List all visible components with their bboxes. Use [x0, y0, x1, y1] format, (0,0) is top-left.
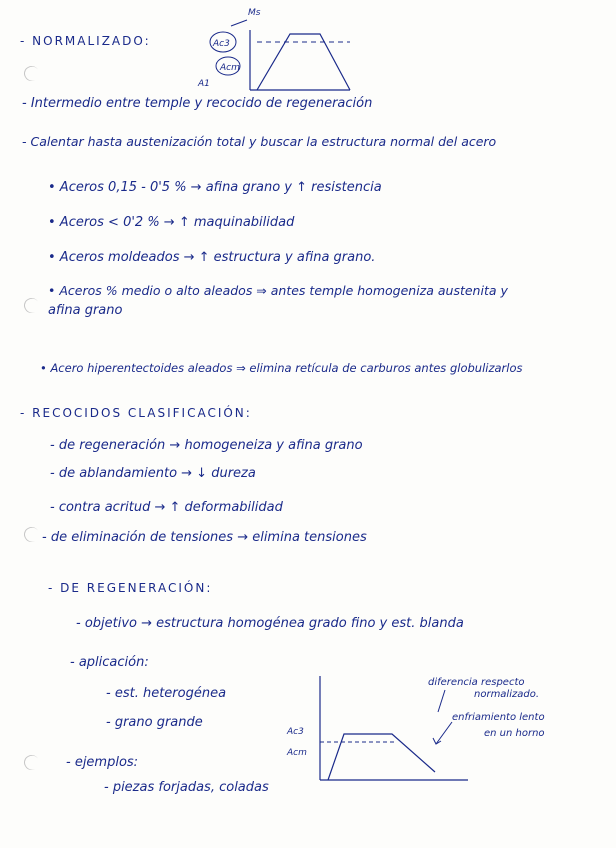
recocido-item: - de ablandamiento → ↓ dureza — [50, 466, 256, 481]
punch-hole-mark — [21, 63, 41, 83]
annotation-enfriamiento: enfriamiento lento — [452, 712, 545, 723]
annotation-diferencia: diferencia respecto — [428, 677, 525, 688]
aplicacion-item: - est. heterogénea — [106, 686, 227, 701]
label-acm-normalizado: Acm — [220, 63, 240, 73]
punch-hole-mark — [21, 752, 41, 772]
note-line: - Calentar hasta austenización total y buscar la estructura normal del acero — [22, 134, 497, 149]
note-line: • Aceros < 0'2 % → ↑ maquinabilidad — [48, 215, 295, 230]
normalizado-heat-diagram — [195, 8, 355, 98]
note-line: • Aceros 0,15 - 0'5 % → afina grano y ↑ resistencia — [48, 180, 382, 195]
punch-hole-mark — [21, 295, 41, 315]
annotation-normalizado: normalizado. — [474, 689, 540, 700]
recocido-item: - contra acritud → ↑ deformabilidad — [50, 500, 283, 515]
punch-hole-mark — [21, 524, 41, 544]
heading-regeneracion: - DE REGENERACIÓN: — [48, 581, 213, 595]
note-line: • Aceros moldeados → ↑ estructura y afina grano. — [48, 250, 376, 265]
note-line: afina grano — [48, 303, 123, 318]
heading-normalizado: - NORMALIZADO: — [20, 34, 151, 48]
regeneracion-aplicacion-label: - aplicación: — [70, 655, 149, 670]
note-line: • Aceros % medio o alto aleados ⇒ antes temple homogeniza austenita y — [48, 283, 508, 298]
note-line: • Acero hiperentectoides aleados ⇒ elimina retícula de carburos antes globulizarlos — [40, 361, 523, 375]
recocido-item: - de eliminación de tensiones → elimina tensiones — [42, 530, 367, 545]
regeneracion-ejemplos-text: - piezas forjadas, coladas — [104, 780, 269, 795]
label-ac3-regeneracion: Ac3 — [287, 727, 304, 737]
recocido-item: - de regeneración → homogeneiza y afina grano — [50, 438, 363, 453]
note-line: - Intermedio entre temple y recocido de regeneración — [22, 96, 373, 111]
aplicacion-item: - grano grande — [106, 715, 203, 730]
regeneracion-ejemplos-label: - ejemplos: — [66, 755, 139, 770]
label-a1: A1 — [198, 79, 210, 89]
label-ac3-normalizado: Ac3 — [213, 39, 230, 49]
heading-recocidos: - RECOCIDOS CLASIFICACIÓN: — [20, 406, 252, 420]
regeneracion-objetivo: - objetivo → estructura homogénea grado fino y est. blanda — [76, 616, 464, 631]
annotation-horno: en un horno — [484, 728, 545, 739]
label-acm-regeneracion: Acm — [287, 748, 307, 758]
label-ms: Ms — [248, 8, 261, 18]
